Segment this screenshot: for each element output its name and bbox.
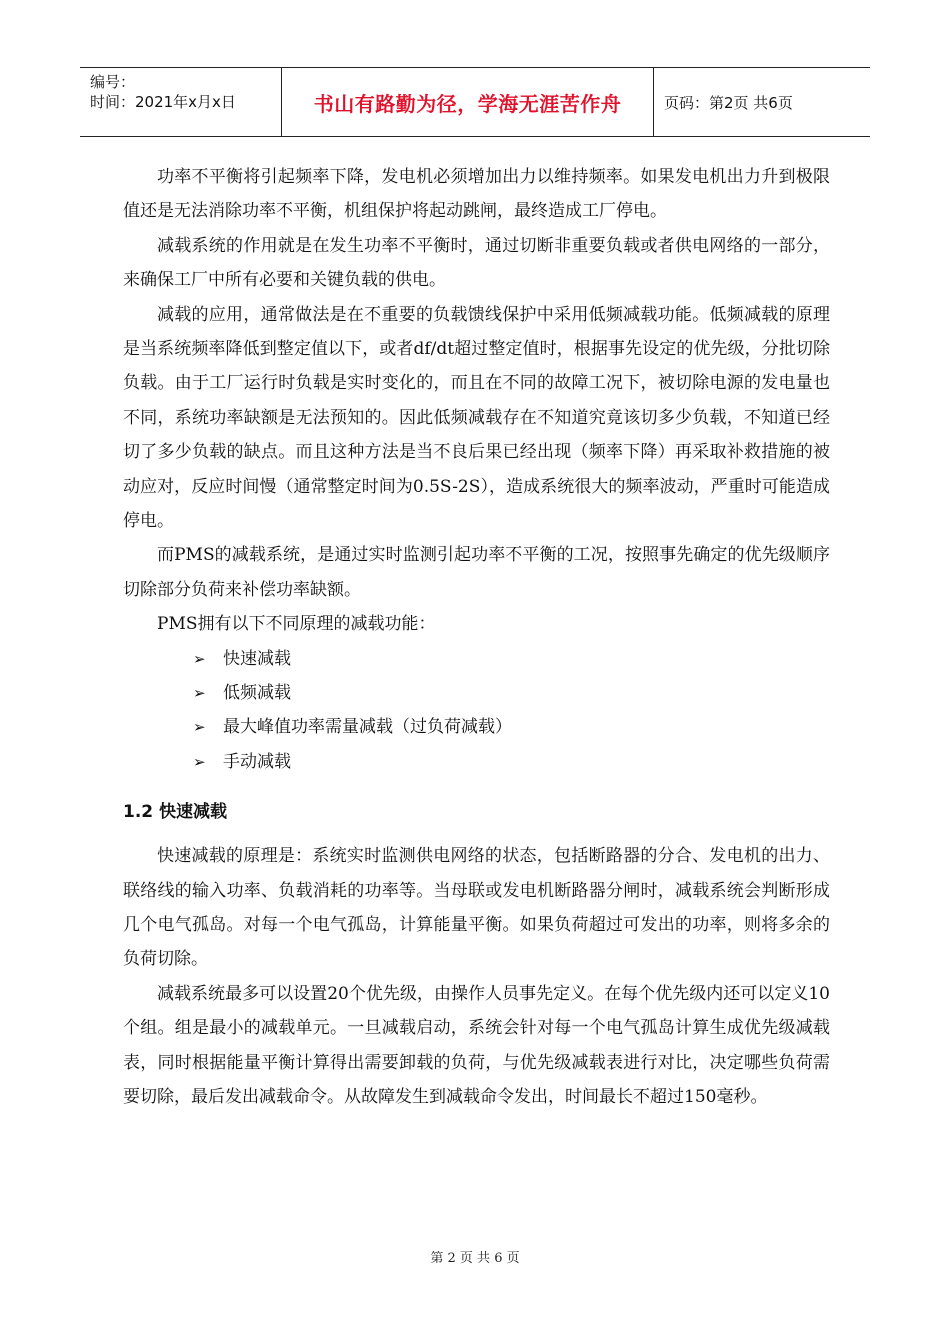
document-body xyxy=(123,160,830,1115)
list-item-label: 低频减载 xyxy=(223,683,291,704)
page-footer: 第 2 页 共 6 页 xyxy=(430,1251,520,1266)
list-item xyxy=(193,745,830,779)
list-item-label: 快速减载 xyxy=(223,648,291,669)
paragraph: 减载系统的作用就是在发生功率不平衡时，通过切断非重要负载或者供电网络的一部分，来确保工厂中所有必要和关键负载的供电。 xyxy=(123,235,830,291)
list-item xyxy=(193,676,830,710)
paragraph: PMS拥有以下不同原理的减载功能： xyxy=(157,614,436,635)
header-meta xyxy=(80,68,282,136)
paragraph: 快速减载的原理是：系统实时监测供电网络的状态，包括断路器的分合、发电机的出力、联络线的输入功率、负载消耗的功率等。当母联或发电机断路器分闸时，减载系统会判断形成几个电气孤岛。对每一个电气孤岛，计算能量平衡。如果负荷超过可发出的功率，则将多余的负荷切除。 xyxy=(123,846,830,970)
paragraph: 功率不平衡将引起频率下降，发电机必须增加出力以维持频率。如果发电机出力升到极限值还是无法消除功率不平衡，机组保护将起动跳闸，最终造成工厂停电。 xyxy=(123,167,830,222)
list-item-label: 最大峰值功率需量减载（过负荷减载） xyxy=(223,717,512,738)
list-item-label: 手动减载 xyxy=(223,751,291,772)
arrow-bullet-icon: ➢ xyxy=(193,649,206,668)
document-header xyxy=(80,67,870,137)
arrow-bullet-icon: ➢ xyxy=(193,752,206,771)
time-label: 时间：2021年x月x日 xyxy=(90,93,236,111)
paragraph: 减载系统最多可以设置20个优先级，由操作人员事先定义。在每个优先级内还可以定义10个组。组是最小的减载单元。一旦减载启动，系统会针对每一个电气孤岛计算生成优先级减载表，同时根据能量平衡计算得出需要卸载的负荷，与优先级减载表进行对比，决定哪些负荷需要切除，最后发出减载命令。从故障发生到减载命令发出，时间最长不超过150毫秒。 xyxy=(123,983,830,1108)
header-motto: 书山有路勤为径，学海无涯苦作舟 xyxy=(282,68,654,136)
header-page-info: 页码：第2页 共6页 xyxy=(664,93,793,112)
section-heading: 1.2 快速减载 xyxy=(123,802,228,823)
arrow-bullet-icon: ➢ xyxy=(193,718,206,737)
list-item xyxy=(193,642,830,676)
serial-label: 编号： xyxy=(90,73,136,91)
paragraph: 减载的应用，通常做法是在不重要的负载馈线保护中采用低频减载功能。低频减载的原理是当系统频率降低到整定值以下，或者df/dt超过整定值时，根据事先设定的优先级，分批切除负载。由于工厂运行时负载是实时变化的，而且在不同的故障工况下，被切除电源的发电量也不同，系统功率缺额是无法预知的。因此低频减载存在不知道究竟该切多少负载，不知道已经切了多少负载的缺点。而且这种方法是当不良后果已经出现（频率下降）再采取补救措施的被动应对，反应时间慢（通常整定时间为0.5S-2S），造成系统很大的频率波动，严重时可能造成停电。 xyxy=(123,304,830,532)
list-item xyxy=(193,710,830,744)
paragraph: 而PMS的减载系统，是通过实时监测引起功率不平衡的工况，按照事先确定的优先级顺序切除部分负荷来补偿功率缺额。 xyxy=(123,545,830,600)
arrow-bullet-icon: ➢ xyxy=(193,684,206,703)
function-list xyxy=(123,642,830,780)
